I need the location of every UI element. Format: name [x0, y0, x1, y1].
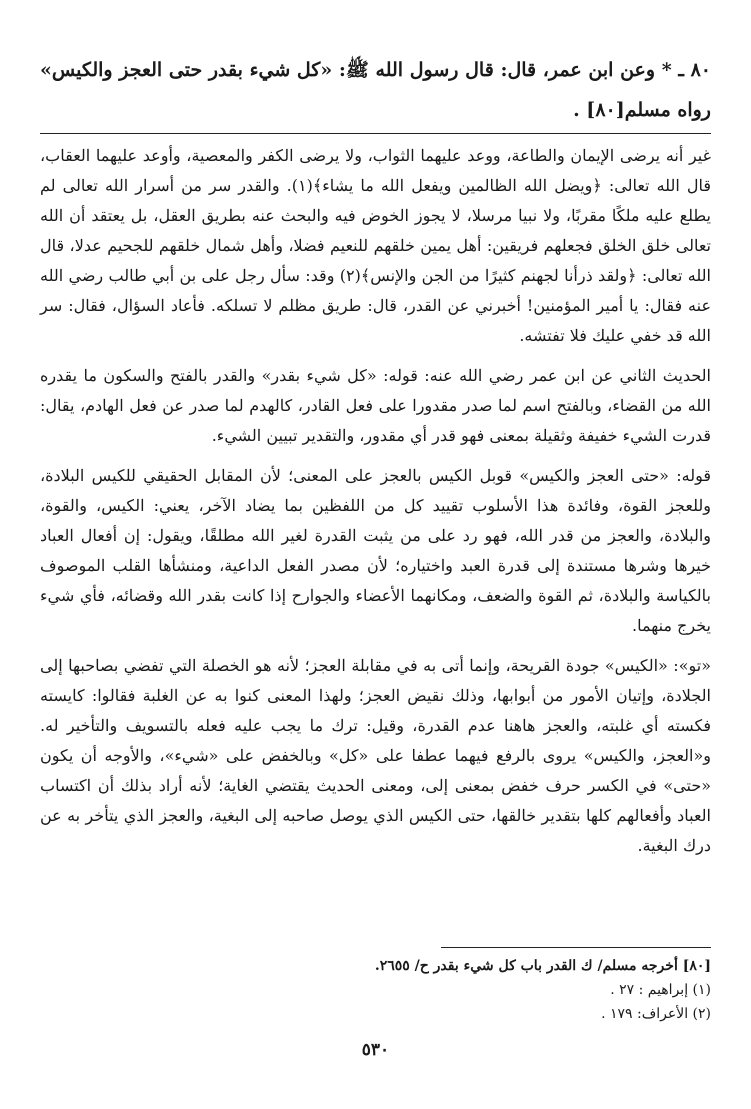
hadith-text: ٨٠ ـ * وعن ابن عمر، قال: قال رسول الله ﷺ: «كل شيء بقدر حتى العجز والكيس» رواه مسلم[٨٠] . — [40, 59, 711, 121]
footnotes — [40, 954, 711, 1026]
commentary-paragraph: قوله: «حتى العجز والكيس» قوبل الكيس بالعجز على المعنى؛ لأن المقابل الحقيقي للكيس البلادة، وللعجز القوة، وفائدة هذا الأسلوب تقييد كل من اللفظين بما يضاد الآخر، يعني: الكيس، والقوة، والبلادة، والعجز من قدر الله، فهو رد على من يثبت القدرة لغير الله مطلقًا، ويقول: إن أفعال العباد خيرها وشرها مستندة إلى قدرة العبد واختياره؛ لأن مصدر الفعل الداعية، ومنشأها القلب الموصوف بالكياسة والبلادة، ثم القوة والضعف، ومكانهما الأعضاء والجوارح إذا كانت بقدر الله وقضائه، فأي شيء يخرج منهما. — [40, 466, 712, 635]
commentary-paragraph: الحديث الثاني عن ابن عمر رضي الله عنه: قوله: «كل شيء بقدر» والقدر بالفتح والسكون ما يقدره الله من القضاء، وبالفتح اسم لما صدر مقدورا على فعل القادر، كالهدم لما صدر عن فعل الهادم، يقال: قدرت الشيء خفيفة وثقيلة بمعنى فهو قدر أي مقدور، والتقدير تبيين الشيء. — [40, 366, 711, 445]
commentary-body — [40, 141, 711, 861]
commentary-paragraph: غير أنه يرضى الإيمان والطاعة، ووعد عليهما الثواب، ولا يرضى الكفر والمعصية، وأوعد عليهما العقاب، قال الله تعالى: ﴿ويضل الله الظالمين ويفعل الله ما يشاء﴾(١). والقدر سر من أسرار الله تعالى لم يطلع عليه ملكًا مقربًا، ولا نبيا مرسلا، لا يجوز الخوض فيه والبحث عنه بطريق العقل، بل يعتقد أن الله تعالى خلق الخلق فجعلهم فريقين: أهل يمين خلقهم للنعيم فضلا، وأهل شمال خلقهم للجحيم عدلا، قال الله تعالى: ﴿ولقد ذرأنا لجهنم كثيرًا من الجن والإنس﴾(٢) وقد: سأل رجل على بن أبي طالب رضي الله عنه فقال: يا أمير المؤمنين! أخبرني عن القدر، قال: طريق مظلم لا تسلكه. فأعاد السؤال، فقال: سر الله قد خفي عليك فلا تفتشه. — [40, 146, 712, 345]
header-divider — [40, 133, 711, 134]
footnote-1: (١) إبراهيم : ٢٧ . — [610, 982, 711, 998]
document-page — [40, 0, 711, 1109]
footnote-divider — [441, 947, 711, 948]
footnote-2: (٢) الأعراف: ١٧٩ . — [601, 1006, 711, 1022]
commentary-paragraph: «تو»: «الكيس» جودة القريحة، وإنما أتى به في مقابلة العجز؛ لأنه هو الخصلة التي تفضي بصاحبها إلى الجلادة، وإتيان الأمور من أبوابها، وذلك نقيض العجز؛ ولهذا المعنى كنوا به عن الغلبة فقالوا: كايسته فكسته أي غلبته، والعجز هاهنا عدم القدرة، وقيل: ترك ما يجب عليه فعله بالتسويف والتأخير له. و«العجز، والكيس» يروى بالرفع فيهما عطفا على «كل» وبالخفض على «شيء»، والأوجه أن يكون «حتى» في الكسر حرف خفض بمعنى إلى، ومعنى الحديث يقتضي الغاية؛ لأنه أراد بذلك أن اكتساب العباد وأفعالهم كلها بتقدير خالقها، حتى الكيس الذي يوصل صاحبه إلى البغية، والعجز الذي يتأخر به عن درك البغية. — [40, 656, 712, 855]
footnote-source: [٨٠] أخرجه مسلم/ ك القدر باب كل شيء بقدر ح/ ٢٦٥٥. — [374, 958, 711, 974]
page-number: ٥٣٠ — [361, 1040, 390, 1060]
